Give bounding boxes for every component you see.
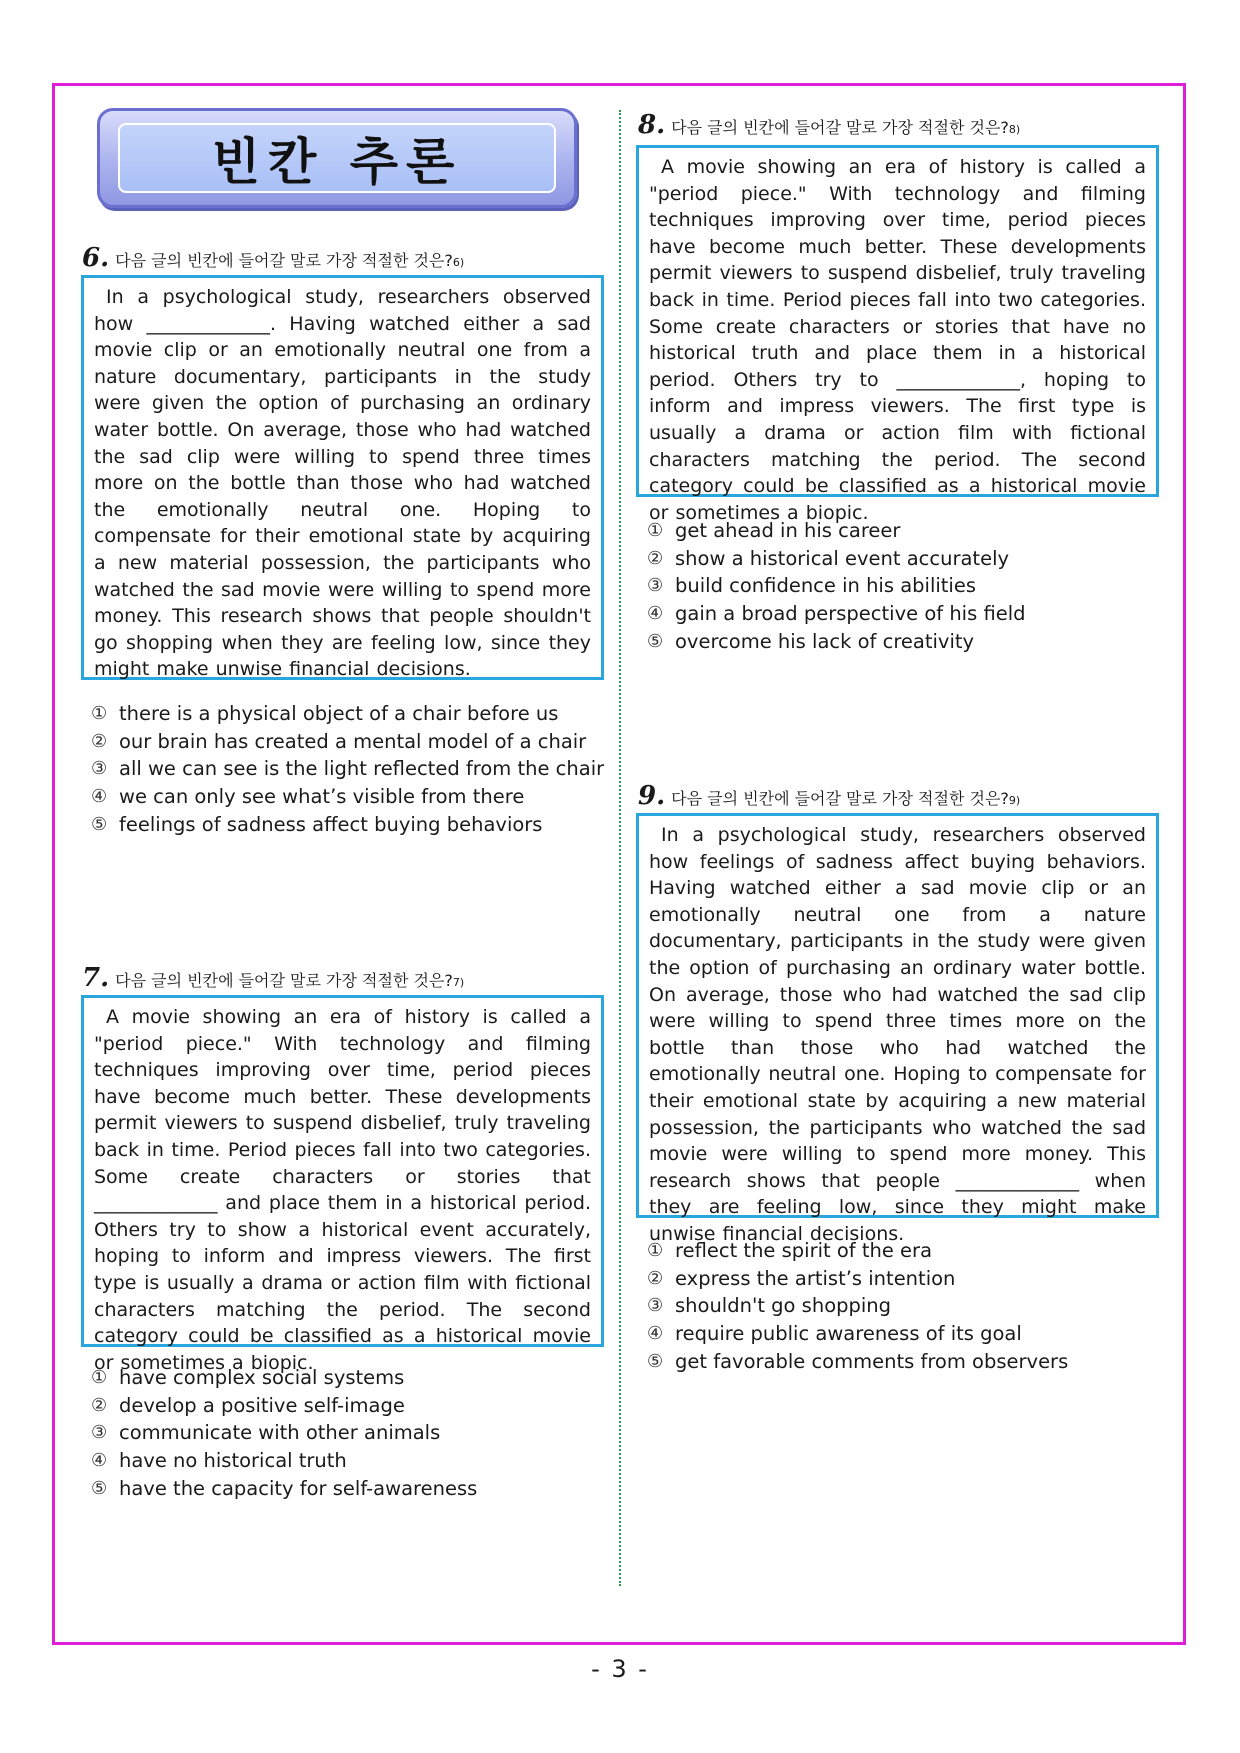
choice-text: build confidence in his abilities bbox=[675, 574, 977, 598]
choice-number: ③ bbox=[647, 1295, 664, 1317]
choice-number: ① bbox=[91, 1367, 108, 1389]
choice-number: ① bbox=[91, 703, 108, 725]
question-prompt: 다음 글의 빈칸에 들어갈 말로 가장 적절한 것은? bbox=[671, 118, 1009, 137]
choice-text: all we can see is the light reflected from the chair bbox=[119, 757, 605, 781]
question-6-passage: In a psychological study, researchers observed how _____________. Having watched either a sad movie clip or an emotionally neutral one from a nature documentary, participants in the study were given the option of purchasing an ordinary water bottle. On average, those who had watched the sad clip were willing to spend three times more on the bottle than those who had watched the emotionally neutral one. Hoping to compensate for their emotional state by acquiring a new material possession, the participants who watched the sad movie were willing to spend more money. This research shows that people shouldn't go shopping when they are feeling low, since they might make unwise financial decisions. bbox=[81, 275, 604, 680]
choice-item[interactable] bbox=[91, 810, 604, 838]
choice-text: have the capacity for self-awareness bbox=[119, 1476, 478, 1500]
question-8-header bbox=[638, 110, 1020, 140]
choice-number: ⑤ bbox=[91, 813, 108, 835]
choice-number: ② bbox=[647, 547, 664, 569]
choice-text: gain a broad perspective of his field bbox=[675, 602, 1026, 626]
question-8-passage: A movie showing an era of history is called a "period piece." With technology and filming techniques improving over time, period pieces have become much better. These developments permit viewers to suspend disbelief, truly traveling back in time. Period pieces fall into two categories. Some create characters or stories that have no historical truth and place them in a historical period. Others try to _____________, hoping to inform and impress viewers. The first type is usually a drama or action film with fictional characters matching the period. The second category could be classified as a historical movie or sometimes a biopic. bbox=[636, 145, 1159, 497]
choice-text: our brain has created a mental model of a chair bbox=[119, 729, 587, 753]
choice-number: ④ bbox=[91, 786, 108, 808]
choice-text: shouldn't go shopping bbox=[675, 1294, 892, 1318]
choice-number: ④ bbox=[647, 603, 664, 625]
question-prompt: 다음 글의 빈칸에 들어갈 말로 가장 적절한 것은? bbox=[115, 251, 453, 270]
choice-item[interactable] bbox=[647, 1292, 1068, 1320]
question-prompt: 다음 글의 빈칸에 들어갈 말로 가장 적절한 것은? bbox=[115, 971, 453, 990]
column-divider bbox=[619, 110, 621, 1586]
choice-text: have complex social systems bbox=[119, 1366, 405, 1390]
question-7-header bbox=[82, 963, 464, 993]
choice-item[interactable] bbox=[91, 1364, 477, 1392]
question-9-choices bbox=[647, 1237, 1068, 1375]
choice-number: ⑤ bbox=[647, 630, 664, 652]
question-number: 9. bbox=[638, 781, 666, 811]
choice-item[interactable] bbox=[647, 517, 1026, 545]
choice-number: ③ bbox=[91, 758, 108, 780]
choice-item[interactable] bbox=[91, 1392, 477, 1420]
section-title-inner bbox=[118, 123, 556, 193]
question-6-choices bbox=[91, 700, 604, 838]
choice-text: have no historical truth bbox=[119, 1449, 347, 1473]
question-number: 6. bbox=[82, 243, 110, 273]
choice-text: express the artist’s intention bbox=[675, 1266, 956, 1290]
choice-item[interactable] bbox=[647, 627, 1026, 655]
choice-number: ② bbox=[91, 1394, 108, 1416]
section-title: 빈칸 추론 bbox=[211, 133, 463, 191]
choice-number: ⑤ bbox=[647, 1350, 664, 1372]
choice-text: there is a physical object of a chair before us bbox=[119, 702, 559, 726]
question-7-choices bbox=[91, 1364, 477, 1502]
choice-number: ② bbox=[647, 1267, 664, 1289]
question-number: 7. bbox=[82, 963, 110, 993]
choice-text: we can only see what’s visible from there bbox=[119, 785, 525, 809]
choice-number: ③ bbox=[647, 575, 664, 597]
choice-number: ① bbox=[647, 1240, 664, 1262]
choice-number: ④ bbox=[647, 1323, 664, 1345]
choice-item[interactable] bbox=[91, 700, 604, 728]
choice-item[interactable] bbox=[91, 1447, 477, 1475]
choice-text: get ahead in his career bbox=[675, 519, 901, 543]
choice-item[interactable] bbox=[91, 755, 604, 783]
choice-item[interactable] bbox=[647, 545, 1026, 573]
page-number: - 3 - bbox=[591, 1655, 649, 1683]
question-6-header bbox=[82, 243, 464, 273]
choice-item[interactable] bbox=[647, 1265, 1068, 1293]
choice-item[interactable] bbox=[647, 1320, 1068, 1348]
choice-item[interactable] bbox=[91, 1419, 477, 1447]
choice-text: develop a positive self-image bbox=[119, 1393, 405, 1417]
question-7-passage: A movie showing an era of history is called a "period piece." With technology and filming techniques improving over time, period pieces have become much better. These developments permit viewers to suspend disbelief, truly traveling back in time. Period pieces fall into two categories. Some create characters or stories that _____________ and place them in a historical period. Others try to show a historical event accurately, hoping to inform and impress viewers. The first type is usually a drama or action film with fictional characters matching the period. The second category could be classified as a historical movie or sometimes a biopic. bbox=[81, 995, 604, 1347]
choice-text: require public awareness of its goal bbox=[675, 1322, 1022, 1346]
choice-item[interactable] bbox=[647, 1237, 1068, 1265]
choice-number: ③ bbox=[91, 1422, 108, 1444]
question-8-choices bbox=[647, 517, 1026, 655]
footnote-marker: 9) bbox=[1008, 794, 1021, 807]
question-number: 8. bbox=[638, 110, 666, 140]
choice-text: show a historical event accurately bbox=[675, 546, 1010, 570]
choice-item[interactable] bbox=[647, 572, 1026, 600]
choice-item[interactable] bbox=[647, 600, 1026, 628]
choice-item[interactable] bbox=[91, 783, 604, 811]
choice-number: ⑤ bbox=[91, 1477, 108, 1499]
question-9-passage: In a psychological study, researchers observed how feelings of sadness affect buying behaviors. Having watched either a sad movie clip or an emotionally neutral one from a nature documentary, participants in the study were given the option of purchasing an ordinary water bottle. On average, those who had watched the sad clip were willing to spend three times more on the bottle than those who had watched the emotionally neutral one. Hoping to compensate for their emotional state by acquiring a new material possession, the participants who watched the sad movie were willing to spend more money. This research shows that people _____________ when they are feeling low, since they might make unwise financial decisions. bbox=[636, 813, 1159, 1218]
footnote-marker: 8) bbox=[1008, 123, 1021, 136]
choice-text: feelings of sadness affect buying behaviors bbox=[119, 812, 543, 836]
choice-item[interactable] bbox=[91, 1474, 477, 1502]
question-prompt: 다음 글의 빈칸에 들어갈 말로 가장 적절한 것은? bbox=[671, 789, 1009, 808]
choice-number: ② bbox=[91, 730, 108, 752]
footnote-marker: 7) bbox=[452, 976, 465, 989]
choice-text: reflect the spirit of the era bbox=[675, 1239, 933, 1263]
footnote-marker: 6) bbox=[452, 256, 465, 269]
question-9-header bbox=[638, 781, 1020, 811]
choice-item[interactable] bbox=[91, 728, 604, 756]
choice-item[interactable] bbox=[647, 1347, 1068, 1375]
choice-text: get favorable comments from observers bbox=[675, 1349, 1069, 1373]
choice-number: ① bbox=[647, 520, 664, 542]
choice-number: ④ bbox=[91, 1450, 108, 1472]
section-title-banner bbox=[97, 108, 577, 208]
choice-text: communicate with other animals bbox=[119, 1421, 441, 1445]
choice-text: overcome his lack of creativity bbox=[675, 629, 975, 653]
